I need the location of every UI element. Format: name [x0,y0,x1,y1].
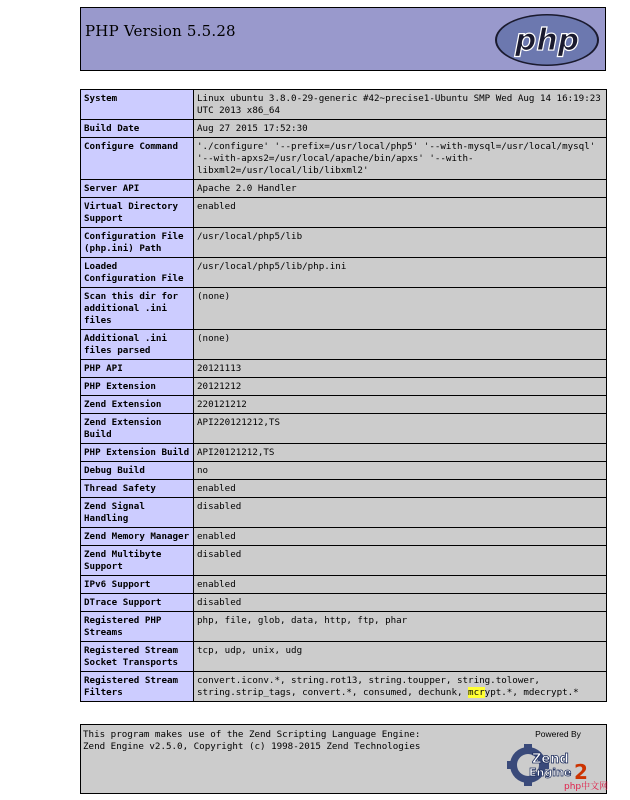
info-row [81,576,607,594]
info-row [81,288,607,330]
info-value: './configure' '--prefix=/usr/local/php5' '--with-mysql=/usr/local/mysql' '--with-apxs2=/usr/local/apache/bin/apxs' '--with-libxml2=/usr/local/lib/libxml2' [194,138,607,180]
info-value [194,672,607,702]
info-label: Scan this dir for additional .ini files [81,288,194,330]
highlighted-text: mcr [468,687,485,698]
info-value: enabled [194,576,607,594]
info-row [81,228,607,258]
info-label: PHP API [81,360,194,378]
info-value: Apache 2.0 Handler [194,180,607,198]
php-logo-text: php [514,23,580,58]
info-label: Zend Multibyte Support [81,546,194,576]
info-row [81,198,607,228]
info-label: Zend Extension [81,396,194,414]
info-value: tcp, udp, unix, udg [194,642,607,672]
info-label: Loaded Configuration File [81,258,194,288]
info-value: enabled [194,480,607,498]
info-value-part: ypt.*, mdecrypt.* [484,687,579,698]
info-value: (none) [194,288,607,330]
info-label: PHP Extension [81,378,194,396]
engine-word: Engine [529,766,572,779]
zend-credit-line1: This program makes use of the Zend Scripting Language Engine: [83,729,421,740]
info-value: no [194,462,607,480]
info-label: Debug Build [81,462,194,480]
info-value: /usr/local/php5/lib/php.ini [194,258,607,288]
info-label: Virtual Directory Support [81,198,194,228]
info-label: Configuration File (php.ini) Path [81,228,194,258]
info-label: Zend Signal Handling [81,498,194,528]
php-header [80,7,606,71]
zend-engine-logo [502,727,609,792]
info-row [81,480,607,498]
info-label: Thread Safety [81,480,194,498]
info-value: disabled [194,498,607,528]
info-value: Linux ubuntu 3.8.0-29-generic #42~precise1-Ubuntu SMP Wed Aug 14 16:19:23 UTC 2013 x86_64 [194,90,607,120]
info-value: Aug 27 2015 17:52:30 [194,120,607,138]
zend-word: Zend [532,752,569,767]
php-info-table [80,89,607,702]
info-value: disabled [194,594,607,612]
info-row [81,120,607,138]
watermark-text: php中文网 [564,782,609,792]
info-row [81,180,607,198]
info-row [81,90,607,120]
info-row [81,612,607,642]
info-label: Additional .ini files parsed [81,330,194,360]
info-value: enabled [194,198,607,228]
php-logo [493,12,601,68]
powered-by-label: Powered By [535,729,581,739]
info-value: (none) [194,330,607,360]
info-row [81,258,607,288]
info-row [81,138,607,180]
info-value: /usr/local/php5/lib [194,228,607,258]
zend-credit [83,729,503,753]
info-row [81,444,607,462]
engine-version: 2 [574,760,588,784]
info-value: disabled [194,546,607,576]
info-value: 20121113 [194,360,607,378]
info-row [81,462,607,480]
info-row [81,594,607,612]
info-label: PHP Extension Build [81,444,194,462]
info-label: Zend Extension Build [81,414,194,444]
info-label: IPv6 Support [81,576,194,594]
info-row [81,672,607,702]
info-row [81,330,607,360]
info-label: Server API [81,180,194,198]
info-row [81,498,607,528]
info-label: Registered PHP Streams [81,612,194,642]
info-row [81,396,607,414]
info-label: System [81,90,194,120]
info-row [81,546,607,576]
info-label: Registered Stream Socket Transports [81,642,194,672]
info-value: API20121212,TS [194,444,607,462]
info-row [81,360,607,378]
info-label: Zend Memory Manager [81,528,194,546]
info-value: 220121212 [194,396,607,414]
info-label: Registered Stream Filters [81,672,194,702]
info-row [81,414,607,444]
info-row [81,378,607,396]
info-value-part: convert.iconv.*, string.rot13, string.toupper, string.tolower, string.strip_tags, convert.*, consumed, dechunk, [197,675,540,698]
info-row [81,642,607,672]
info-value: 20121212 [194,378,607,396]
info-value: API220121212,TS [194,414,607,444]
info-value: php, file, glob, data, http, ftp, phar [194,612,607,642]
info-label: Build Date [81,120,194,138]
zend-credit-line2: Zend Engine v2.5.0, Copyright (c) 1998-2015 Zend Technologies [83,741,421,752]
page-title: PHP Version 5.5.28 [85,22,236,40]
info-label: DTrace Support [81,594,194,612]
zend-footer [80,724,607,794]
info-row [81,528,607,546]
info-value: enabled [194,528,607,546]
info-label: Configure Command [81,138,194,180]
